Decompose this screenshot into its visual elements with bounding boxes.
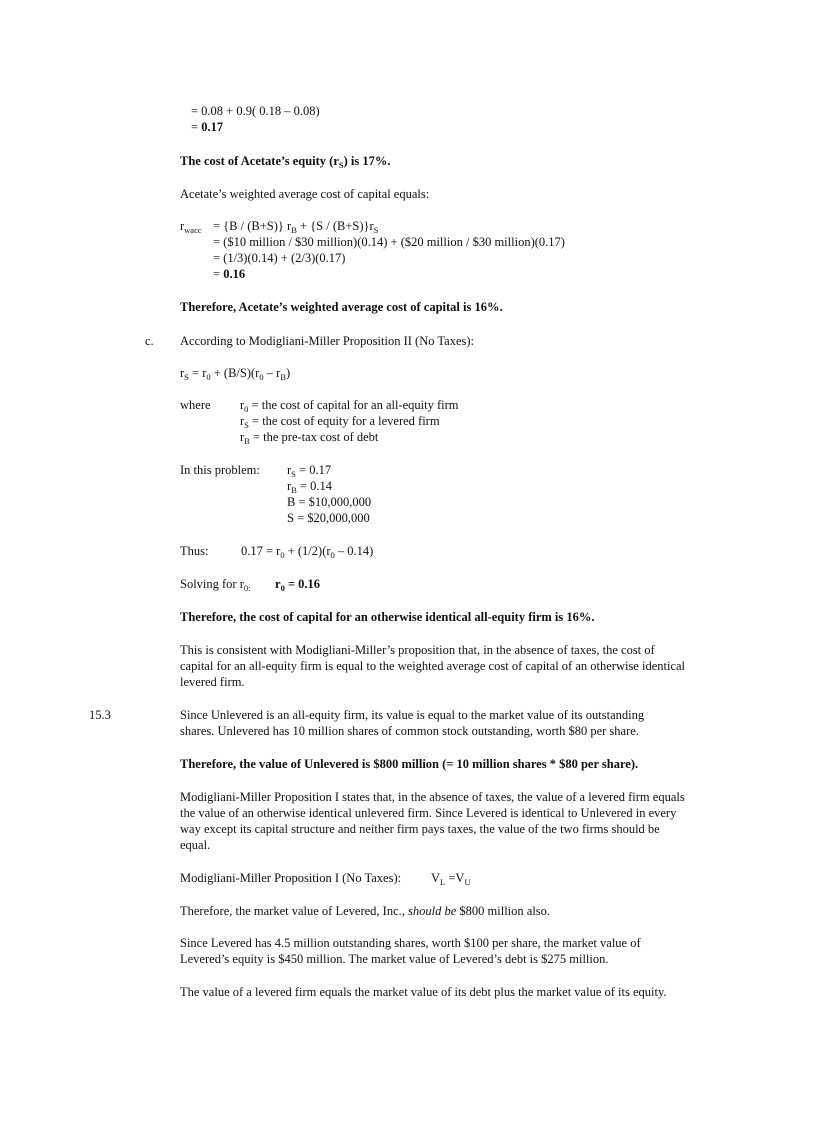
wacc-simplification: = (1/3)(0.14) + (2/3)(0.17) (213, 251, 346, 265)
thus-equation: $0.17 = r_0 + (1/2)(r_0 - 0.14)$ (241, 544, 374, 560)
problem-label: In this problem: (180, 463, 260, 477)
consistency-line: levered firm. (180, 675, 245, 689)
mm1-text-line: equal. (180, 838, 211, 852)
wacc-substitution: = ($10 million / $30 million)(0.14) + ($20 million / $30 million)(0.17) (213, 235, 565, 249)
levered-text-line: Since Levered has 4.5 million outstanding shares, worth $100 per share, the market value of (180, 936, 641, 950)
problem-text-line: shares. Unlevered has 10 million shares of common stock outstanding, worth $80 per share. (180, 724, 639, 738)
mm1-text-line: way except its capital structure and neither firm pays taxes, the value of the two firms should be (180, 822, 660, 836)
problem-number: 15.3 (89, 708, 111, 722)
market-value-statement: Therefore, the market value of Levered, Inc., should be $800 million also. (180, 904, 551, 918)
wacc-symbol: $r_{wacc}$ (180, 219, 202, 235)
definition-line: $r_B$ = the pre-tax cost of debt (240, 430, 379, 446)
equation-result: = 0.17 (191, 120, 224, 134)
mm1-formula: $V_L =V_U$ (431, 871, 471, 887)
mm1-text-line: Modigliani-Miller Proposition I states that, in the absence of taxes, the value of a levered firm equals (180, 790, 685, 804)
cost-of-equity-statement: The cost of Acetate’s equity $(r_S)$ is 17%. (180, 154, 391, 170)
wacc-statement: Therefore, Acetate’s weighted average cost of capital is 16%. (180, 300, 503, 314)
wacc-result: = 0.16 (213, 267, 246, 281)
solving-label: Solving for $r_{0:}$ (180, 577, 251, 593)
given-value: $r_S = 0.17$ (287, 463, 332, 479)
wacc-formula: = {B / (B+S)} $r_B + \{S / (B+S)\}r_S$ (213, 219, 379, 235)
given-value: $r_B = 0.14$ (287, 479, 333, 495)
part-label: c. (145, 334, 154, 348)
definition-line: $r_S$ = the cost of equity for a levered firm (240, 414, 440, 430)
unlevered-value-statement: Therefore, the value of Unlevered is $800 million (= 10 million shares * $80 per share). (180, 757, 639, 771)
mm1-formula-label: Modigliani-Miller Proposition I (No Taxes): (180, 871, 402, 885)
part-c-intro: According to Modigliani-Miller Proposition II (No Taxes): (180, 334, 474, 348)
part-c-statement: Therefore, the cost of capital for an otherwise identical all-equity firm is 16%. (180, 610, 595, 624)
given-value: S = $20,000,000 (287, 511, 370, 525)
problem-text-line: Since Unlevered is an all-equity firm, its value is equal to the market value of its outstanding (180, 708, 645, 722)
equation-line: = 0.08 + 0.9( 0.18 – 0.08) (191, 104, 320, 118)
definition-line: $r_0$ = the cost of capital for an all-equity firm (240, 398, 459, 414)
solving-result: $r_0 = 0.16$ (275, 577, 321, 593)
final-text: The value of a levered firm equals the market value of its debt plus the market value of its equity. (180, 985, 667, 999)
mm2-formula: $r_S = r_0 + (B/S)(r_0 - r_B)$ (180, 366, 291, 382)
thus-label: Thus: (180, 544, 209, 558)
levered-text-line: Levered’s equity is $450 million. The market value of Levered’s debt is $275 million. (180, 952, 609, 966)
where-label: where (180, 398, 211, 412)
consistency-line: This is consistent with Modigliani-Miller’s proposition that, in the absence of taxes, the cost of (180, 643, 655, 657)
wacc-intro: Acetate’s weighted average cost of capital equals: (180, 187, 430, 201)
given-value: B = $10,000,000 (287, 495, 372, 509)
mm1-text-line: the value of an otherwise identical unlevered firm. Since Levered is identical to Unlevered in every (180, 806, 677, 820)
consistency-line: capital for an all-equity firm is equal to the weighted average cost of capital of an otherwise identical (180, 659, 686, 673)
